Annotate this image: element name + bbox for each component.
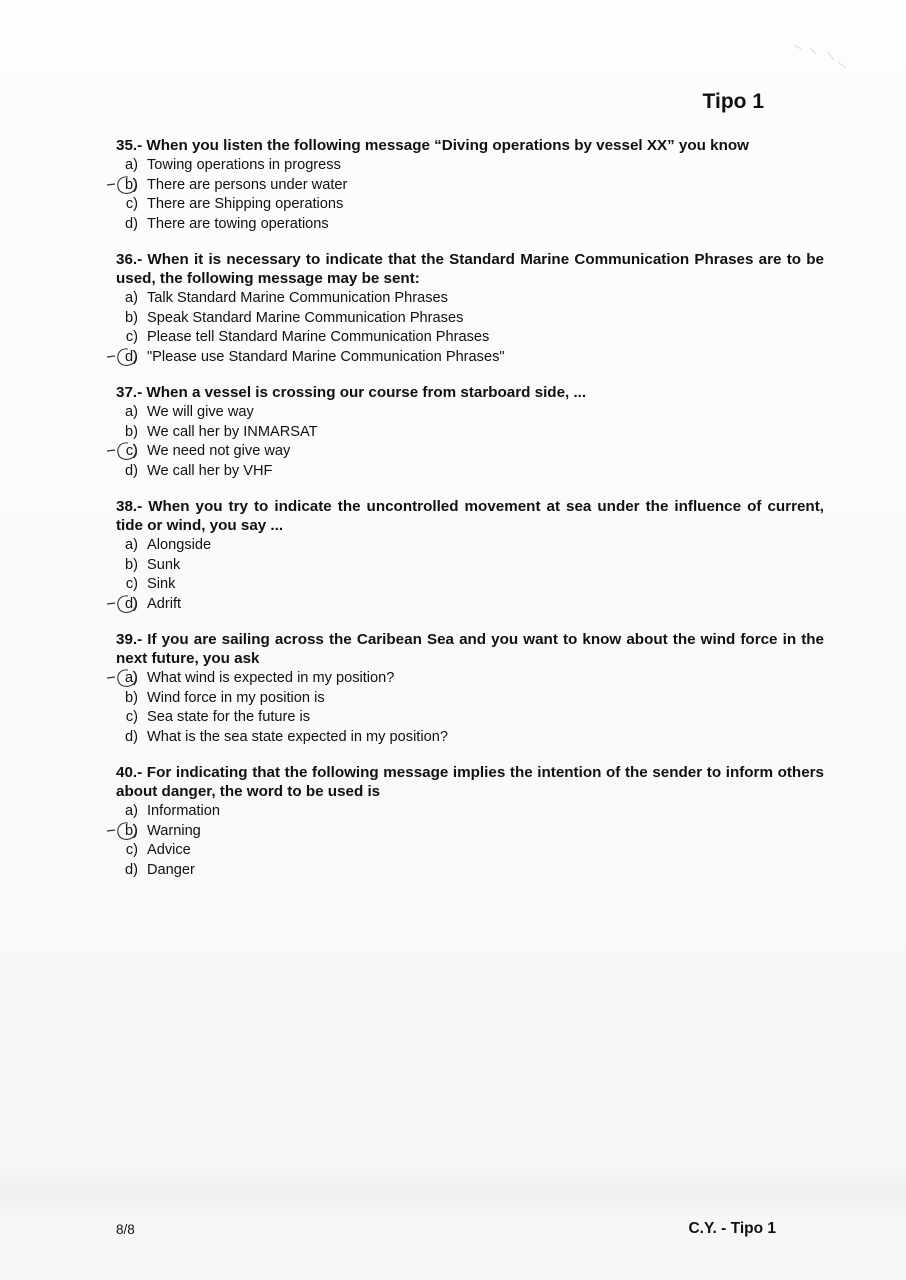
answer-option — [116, 195, 824, 215]
option-letter: b) — [125, 822, 138, 839]
question-text: 36.- When it is necessary to indicate that the Standard Marine Communication Phrases are to be used, the following message may be sent: — [116, 251, 824, 287]
answer-option — [116, 669, 824, 689]
scan-smudge — [790, 40, 850, 80]
option-text: Sunk — [147, 556, 181, 573]
answer-option — [116, 215, 824, 235]
option-text: We call her by VHF — [147, 462, 273, 479]
option-letter: c) — [125, 576, 138, 592]
question-1 — [116, 136, 824, 234]
answer-options — [116, 536, 824, 614]
option-letter: d) — [125, 215, 138, 232]
option-letter: c) — [125, 443, 138, 459]
option-text: What is the sea state expected in my position? — [147, 728, 448, 745]
option-text: Warning — [147, 822, 201, 839]
option-text: Towing operations in progress — [147, 157, 341, 173]
question-text: 39.- If you are sailing across the Caribean Sea and you want to know about the wind force in the next future, you ask — [116, 631, 824, 667]
answer-option — [116, 689, 824, 709]
question-6 — [116, 763, 824, 880]
answer-option — [116, 156, 824, 176]
option-letter: c) — [125, 329, 138, 345]
question-4 — [116, 497, 824, 614]
option-text: Information — [147, 803, 221, 819]
scan-bleed — [0, 1165, 906, 1220]
option-text: What wind is expected in my position? — [147, 670, 395, 686]
question-text: 37.- When a vessel is crossing our course from starboard side, ... — [116, 384, 587, 401]
option-letter: d) — [125, 348, 138, 365]
option-text: Talk Standard Marine Communication Phrases — [147, 290, 448, 306]
option-letter: d) — [125, 595, 138, 612]
answer-option — [116, 289, 824, 309]
question-3 — [116, 383, 824, 481]
option-letter: a) — [125, 803, 138, 819]
answer-options — [116, 669, 824, 747]
option-letter: a) — [125, 290, 138, 306]
option-text: Sink — [147, 576, 176, 592]
option-text: Speak Standard Marine Communication Phrases — [147, 309, 464, 326]
answer-option — [116, 708, 824, 728]
question-text: 35.- When you listen the following message “Diving operations by vessel XX” you know — [116, 137, 749, 154]
option-text: There are towing operations — [147, 215, 329, 232]
answer-option — [116, 309, 824, 329]
page-number: 8/8 — [116, 1222, 135, 1237]
option-letter: b) — [125, 309, 138, 326]
option-text: There are persons under water — [147, 176, 348, 193]
option-text: Alongside — [147, 537, 212, 553]
option-text: Wind force in my position is — [147, 689, 325, 706]
option-text: We call her by INMARSAT — [147, 423, 318, 440]
option-letter: b) — [125, 423, 138, 440]
option-letter: b) — [125, 689, 138, 706]
answer-option — [116, 403, 824, 423]
answer-option — [116, 595, 824, 615]
option-text: We need not give way — [147, 443, 291, 459]
option-letter: a) — [125, 157, 138, 173]
answer-option — [116, 802, 824, 822]
answer-options — [116, 289, 824, 367]
exam-code: C.Y. - Tipo 1 — [688, 1220, 776, 1237]
option-text: We will give way — [147, 404, 254, 420]
option-letter: d) — [125, 861, 138, 878]
question-text: 38.- When you try to indicate the uncontrolled movement at sea under the influence of current, tide or wind, you say ... — [116, 498, 824, 534]
option-letter: d) — [125, 462, 138, 479]
answer-options — [116, 403, 824, 481]
option-letter: a) — [125, 537, 138, 553]
answer-option — [116, 841, 824, 861]
answer-option — [116, 423, 824, 443]
option-letter: d) — [125, 728, 138, 745]
answer-option — [116, 328, 824, 348]
option-letter: a) — [125, 670, 138, 686]
option-text: Sea state for the future is — [147, 709, 311, 725]
answer-option — [116, 575, 824, 595]
answer-option — [116, 176, 824, 196]
answer-option — [116, 822, 824, 842]
option-letter: c) — [125, 196, 138, 212]
answer-option — [116, 442, 824, 462]
answer-options — [116, 156, 824, 234]
exam-type-header: Tipo 1 — [702, 90, 764, 113]
question-5 — [116, 630, 824, 747]
answer-option — [116, 861, 824, 881]
option-text: Advice — [147, 842, 191, 858]
option-letter: b) — [125, 176, 138, 193]
question-text: 40.- For indicating that the following message implies the intention of the sender to inform others about danger, the word to be used is — [116, 764, 824, 800]
option-text: "Please use Standard Marine Communication Phrases" — [147, 348, 505, 365]
option-text: Please tell Standard Marine Communication Phrases — [147, 329, 490, 345]
questions-list — [116, 136, 824, 896]
answer-option — [116, 462, 824, 482]
answer-option — [116, 556, 824, 576]
answer-option — [116, 348, 824, 368]
answer-option — [116, 536, 824, 556]
option-letter: c) — [125, 842, 138, 858]
option-letter: b) — [125, 556, 138, 573]
option-letter: a) — [125, 404, 138, 420]
option-text: Adrift — [147, 595, 182, 612]
option-text: Danger — [147, 861, 195, 878]
option-letter: c) — [125, 709, 138, 725]
answer-option — [116, 728, 824, 748]
question-2 — [116, 250, 824, 367]
answer-options — [116, 802, 824, 880]
option-text: There are Shipping operations — [147, 196, 344, 212]
